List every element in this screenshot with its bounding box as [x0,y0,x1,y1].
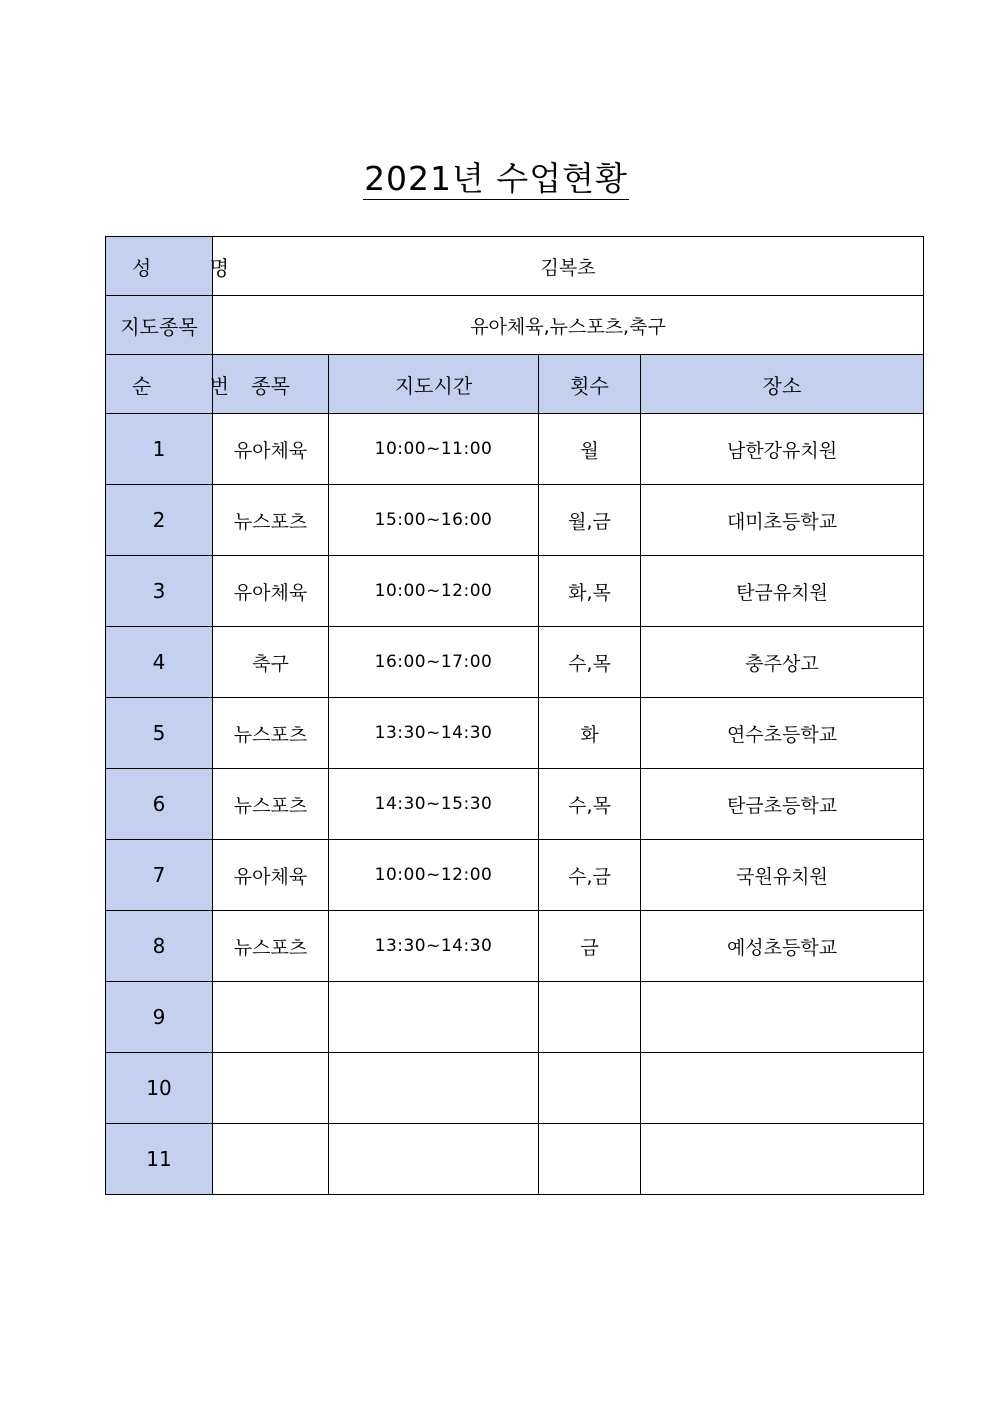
subject-label: 지도종목 [106,296,213,355]
name-row [106,237,924,296]
table-row [106,1053,924,1124]
row-number: 8 [106,911,213,982]
row-days: 금 [539,911,641,982]
table-row [106,769,924,840]
schedule-table [105,236,924,1195]
table-row [106,982,924,1053]
row-days: 수,목 [539,627,641,698]
row-days: 화 [539,698,641,769]
name-value: 김복초 [213,237,924,296]
row-number: 10 [106,1053,213,1124]
row-time [329,982,539,1053]
table-row [106,840,924,911]
row-place [641,1053,924,1124]
table-row [106,485,924,556]
row-days: 화,목 [539,556,641,627]
row-subject: 뉴스포츠 [213,911,329,982]
row-subject: 유아체육 [213,840,329,911]
subject-row [106,296,924,355]
row-number: 5 [106,698,213,769]
row-place [641,1124,924,1195]
table-row [106,1124,924,1195]
row-days [539,982,641,1053]
row-time: 15:00~16:00 [329,485,539,556]
row-place: 대미초등학교 [641,485,924,556]
row-days [539,1053,641,1124]
row-place: 탄금초등학교 [641,769,924,840]
row-number: 4 [106,627,213,698]
row-number: 6 [106,769,213,840]
row-place: 예성초등학교 [641,911,924,982]
column-header-row [106,355,924,414]
row-number: 3 [106,556,213,627]
table-row [106,911,924,982]
col-header-place: 장소 [641,355,924,414]
row-days: 월,금 [539,485,641,556]
row-time: 16:00~17:00 [329,627,539,698]
row-place: 국원유치원 [641,840,924,911]
col-header-time: 지도시간 [329,355,539,414]
row-time: 13:30~14:30 [329,911,539,982]
row-subject: 축구 [213,627,329,698]
row-number: 7 [106,840,213,911]
row-time: 10:00~11:00 [329,414,539,485]
row-place: 연수초등학교 [641,698,924,769]
row-subject [213,1124,329,1195]
row-place: 탄금유치원 [641,556,924,627]
row-subject [213,982,329,1053]
row-time [329,1053,539,1124]
row-number: 9 [106,982,213,1053]
table-row [106,414,924,485]
table-row [106,698,924,769]
row-subject: 뉴스포츠 [213,698,329,769]
row-days: 수,목 [539,769,641,840]
row-time [329,1124,539,1195]
row-subject: 뉴스포츠 [213,485,329,556]
row-time: 10:00~12:00 [329,840,539,911]
row-place: 충주상고 [641,627,924,698]
row-number: 11 [106,1124,213,1195]
col-header-no: 순 번 [106,355,213,414]
page-title [0,157,992,201]
row-time: 10:00~12:00 [329,556,539,627]
row-subject: 유아체육 [213,556,329,627]
table-row [106,556,924,627]
col-header-days: 횟수 [539,355,641,414]
page-title-text: 2021년 수업현황 [364,159,628,198]
row-place: 남한강유치원 [641,414,924,485]
row-time: 14:30~15:30 [329,769,539,840]
row-subject [213,1053,329,1124]
col-header-subject: 종목 [213,355,329,414]
table-row [106,627,924,698]
name-label: 성 명 [106,237,213,296]
row-days [539,1124,641,1195]
row-time: 13:30~14:30 [329,698,539,769]
row-subject: 뉴스포츠 [213,769,329,840]
row-number: 1 [106,414,213,485]
row-subject: 유아체육 [213,414,329,485]
row-days: 수,금 [539,840,641,911]
row-days: 월 [539,414,641,485]
row-number: 2 [106,485,213,556]
subject-value: 유아체육,뉴스포츠,축구 [213,296,924,355]
row-place [641,982,924,1053]
